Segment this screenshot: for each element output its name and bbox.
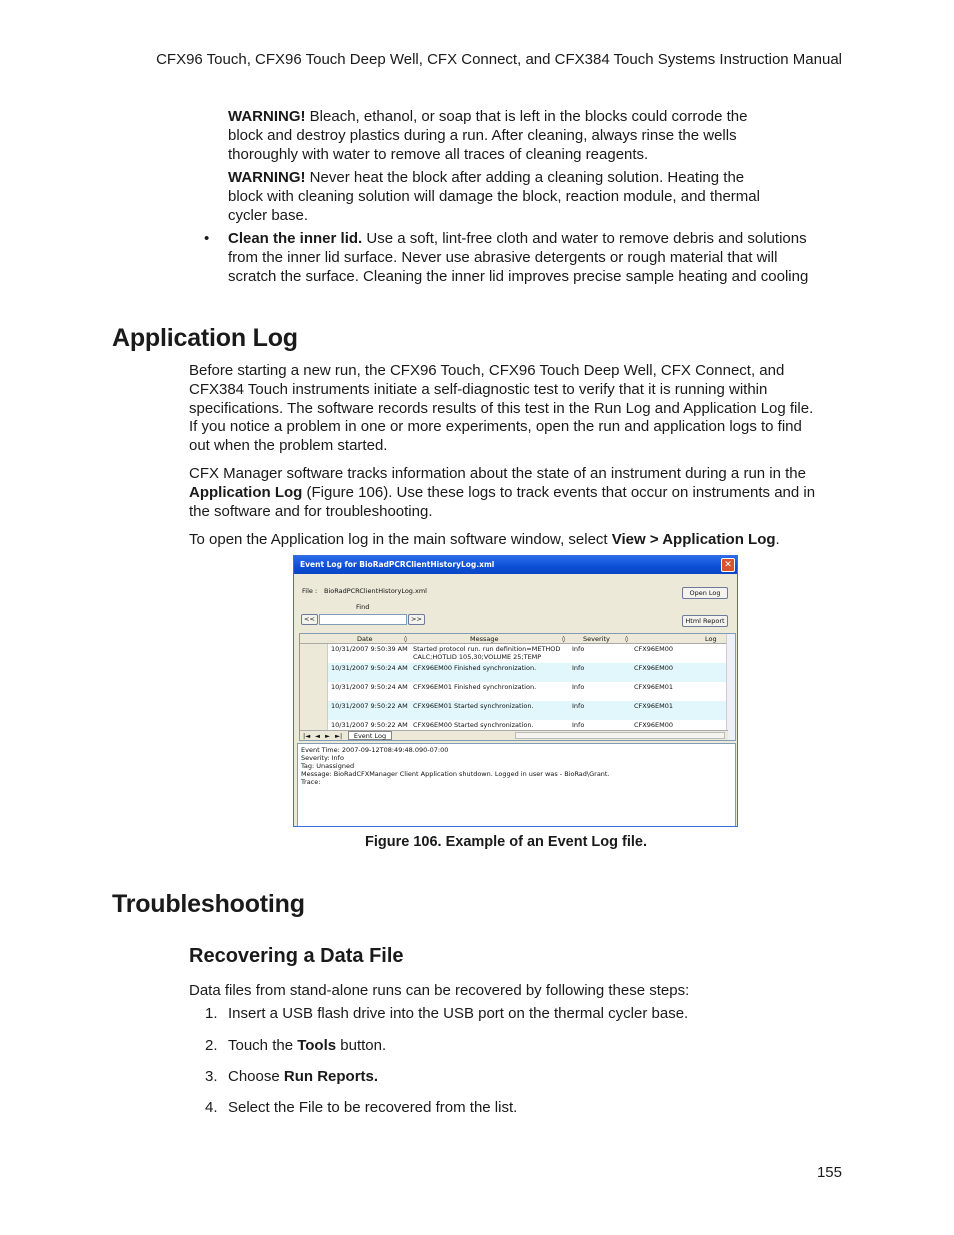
column-header-message[interactable]: Message: [470, 635, 499, 643]
application-log-para-3: To open the Application log in the main software window, select View > Application Log.: [189, 531, 780, 548]
column-header-severity[interactable]: Severity: [583, 635, 610, 643]
table-row[interactable]: 10/31/2007 9:50:24 AM CFX96EM00 Finished synchronization. Info CFX96EM00: [300, 663, 728, 682]
running-header: CFX96 Touch, CFX96 Touch Deep Well, CFX Connect, and CFX384 Touch Systems Instruction Manual: [156, 51, 842, 68]
tab-event-log[interactable]: Event Log: [348, 731, 392, 740]
last-icon[interactable]: ►|: [335, 732, 343, 740]
table-row[interactable]: 10/31/2007 9:50:24 AM CFX96EM01 Finished synchronization. Info CFX96EM01: [300, 682, 728, 701]
table-row[interactable]: 10/31/2007 9:50:22 AM CFX96EM01 Started synchronization. Info CFX96EM01: [300, 701, 728, 720]
step-3: Choose Run Reports.: [228, 1068, 379, 1085]
bullet-symbol: •: [204, 230, 210, 247]
find-label: Find: [356, 603, 370, 611]
step-number: 4.: [205, 1099, 218, 1116]
application-log-para-1: Before starting a new run, the CFX96 Touch, CFX96 Touch Deep Well, CFX Connect, and CFX384 Touch instruments initiate a self-diagnostic test to verify that it is running within specifications. The software records results of this test in the Run Log and Application Log file. If you notice a problem in one or more experiments, open the run and application logs to find out when the problem started.: [189, 362, 814, 455]
warning-label: WARNING!: [228, 108, 306, 125]
event-detail-panel: Event Time: 2007-09-12T08:49:48.090-07:00 Severity: Info Tag: Unassigned Message: BioRadCFXManager Client Application shutdown. Logged in user was - BioRad\Grant. Trace:: [297, 743, 736, 827]
event-log-window-screenshot: [293, 555, 738, 827]
html-report-button[interactable]: Html Report: [682, 615, 728, 627]
find-input[interactable]: [319, 614, 407, 625]
close-icon[interactable]: ✕: [721, 558, 735, 572]
window-title: Event Log for BioRadPCRClientHistoryLog.xml: [294, 556, 737, 574]
open-log-button[interactable]: Open Log: [682, 587, 728, 599]
grid-header: [300, 634, 728, 644]
next-icon[interactable]: ►: [325, 732, 330, 740]
step-4: Select the File to be recovered from the list.: [228, 1099, 518, 1116]
page-number: 155: [816, 1164, 842, 1181]
step-number: 2.: [205, 1037, 218, 1054]
step-number: 1.: [205, 1005, 218, 1022]
sort-icon[interactable]: ◊: [404, 635, 408, 643]
first-icon[interactable]: |◄: [303, 732, 311, 740]
sort-icon[interactable]: ◊: [562, 635, 566, 643]
subheading-recovering-data-file: Recovering a Data File: [189, 945, 404, 967]
figure-caption: Figure 106. Example of an Event Log file.: [365, 834, 648, 850]
sort-icon[interactable]: ◊: [625, 635, 629, 643]
previous-icon[interactable]: ◄: [315, 732, 320, 740]
warning-heat: WARNING! Never heat the block after adding a cleaning solution. Heating the block with cleaning solution will damage the block, reaction module, and thermal cycler base.: [228, 169, 760, 224]
tab-strip: [300, 730, 728, 740]
find-next-button[interactable]: >>: [408, 614, 425, 625]
file-label: File :: [302, 587, 318, 595]
section-heading-application-log: Application Log: [112, 324, 298, 352]
table-row[interactable]: 10/31/2007 9:50:39 AM Started protocol run. run definition=METHOD CALC;HOTLID 105,30;VOLUME 25;TEMP Info CFX96EM00: [300, 644, 728, 663]
vertical-scrollbar[interactable]: [726, 634, 735, 740]
event-grid: [299, 633, 736, 741]
warning-bleach: WARNING! Bleach, ethanol, or soap that is left in the blocks could corrode the block and destroy plastics during a run. After cleaning, always rinse the wells thoroughly with water to remove all traces of cleaning reagents.: [228, 108, 748, 163]
bullet-clean-inner-lid: Clean the inner lid. Use a soft, lint-free cloth and water to remove debris and solutions from the inner lid surface. Never use abrasive detergents or rough material that will scratch the surface. Cleaning the inner lid improves precise sample heating and cooling: [228, 230, 809, 285]
step-2: Touch the Tools button.: [228, 1037, 387, 1054]
application-log-para-2: CFX Manager software tracks information about the state of an instrument during a run in the Application Log (Figure 106). Use these logs to track events that occur on instruments and in the software and for troubleshooting.: [189, 465, 816, 520]
horizontal-scrollbar[interactable]: [515, 732, 725, 739]
step-number: 3.: [205, 1068, 218, 1085]
find-previous-button[interactable]: <<: [301, 614, 318, 625]
column-header-date[interactable]: Date: [357, 635, 373, 643]
table-row[interactable]: 10/31/2007 9:50:22 AM CFX96EM00 Started synchronization. Info CFX96EM00: [300, 720, 728, 739]
section-heading-troubleshooting: Troubleshooting: [112, 890, 305, 918]
step-1: Insert a USB flash drive into the USB port on the thermal cycler base.: [228, 1005, 689, 1022]
file-name: BioRadPCRClientHistoryLog.xml: [324, 587, 427, 595]
troubleshooting-intro: Data files from stand-alone runs can be recovered by following these steps:: [189, 982, 690, 999]
column-header-log[interactable]: Log: [705, 635, 717, 643]
warning-label: WARNING!: [228, 169, 306, 186]
